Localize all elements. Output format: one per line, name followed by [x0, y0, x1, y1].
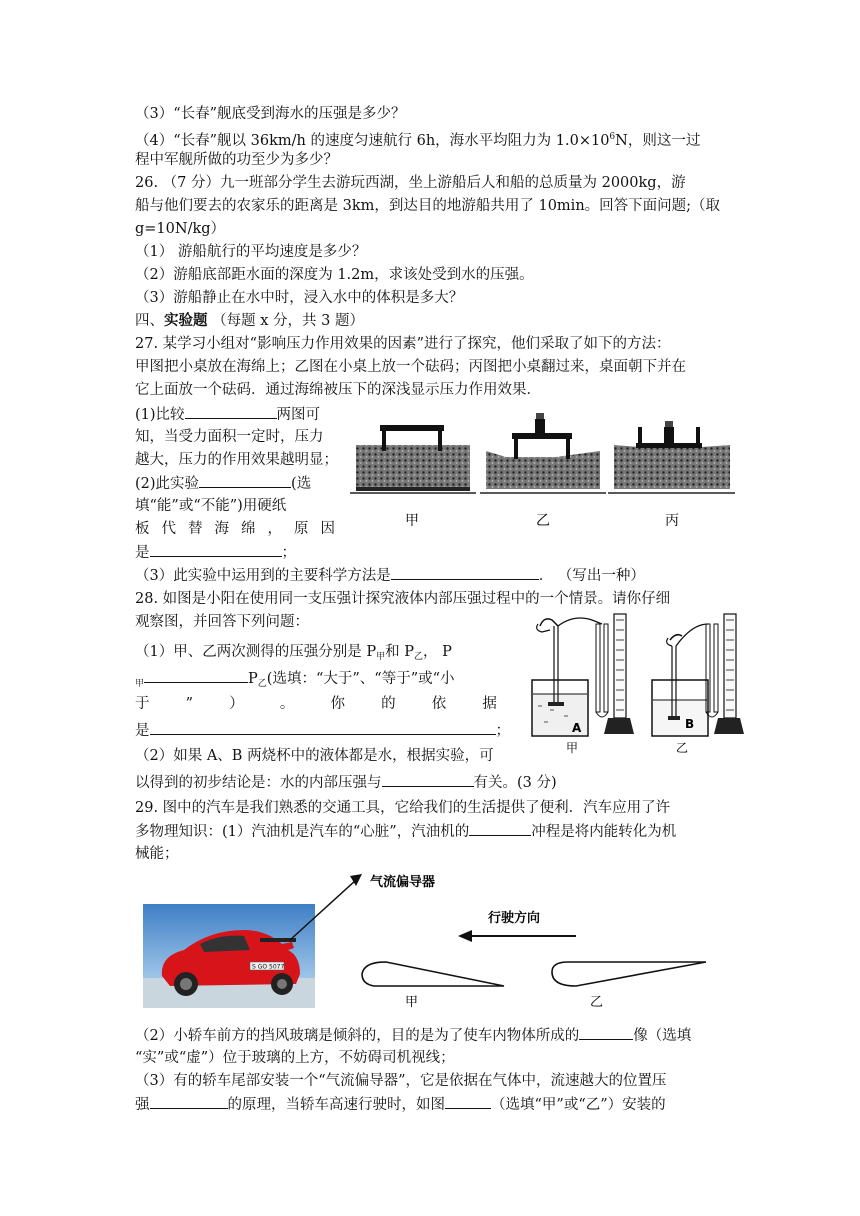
answer-blank[interactable]: [185, 404, 277, 419]
beaker-b-label: B: [685, 717, 695, 731]
q28-a-line-2: $_甲$ $P_乙$(选填：“大于”、“等于”或“小: [135, 668, 455, 694]
q27-stem-2: 甲图把小桌放在海绵上；乙图在小桌上放一个砝码；丙图把小桌翻过来，桌面朝下并在: [135, 359, 686, 375]
figure-label-jia: 甲: [405, 995, 419, 1010]
q29-stem-1: 29. 图中的汽车是我们熟悉的交通工具，它给我们的生活提供了便利．汽车应用了许: [135, 800, 671, 816]
q27-b-line-3: 板 代 替 海 绵 ， 原 因: [135, 521, 335, 537]
q27-b-line-2: 填“能”或“不能”)用硬纸: [135, 498, 287, 514]
answer-blank[interactable]: [150, 1094, 228, 1109]
figure-label-jia: 甲: [405, 513, 419, 529]
gauge-set-jia: [532, 614, 634, 755]
q28-a-line-4: 是 ；: [135, 720, 510, 741]
figure-label-yi: 乙: [536, 513, 550, 529]
beaker-a-label: A: [572, 721, 582, 735]
q29-stem-3: 械能；: [135, 846, 179, 862]
answer-blank[interactable]: [382, 772, 474, 787]
q27-b-line-4: 是 ；: [135, 542, 296, 563]
q26-stem-2: 船与他们要去的农家乐的距离是 3km，到达目的地游船共用了 10min。回答下面问题;（取: [135, 198, 721, 214]
gauge-set-yi: [652, 614, 744, 755]
figure-bing: [608, 421, 735, 529]
q29-sub2-line-1: （2）小轿车前方的挡风玻璃是倾斜的，目的是为了使车内物体所成的 像（选填: [135, 1025, 691, 1046]
q27-a-line-2: 知，当受力面积一定时，压力: [135, 429, 324, 445]
figure-label-bing: 丙: [665, 513, 679, 529]
answer-blank[interactable]: [150, 720, 496, 735]
car-spoiler-figure: [140, 866, 740, 1018]
answer-blank[interactable]: [469, 821, 531, 836]
q26-sub-3: （3）游船静止在水中时，浸入水中的体积是多大？: [135, 290, 464, 306]
q29-sub3-line-1: （3）有的轿车尾部安装一个“气流偏导器”，它是依据在气体中，流速越大的位置压: [135, 1073, 667, 1089]
q28-b-line-1: （2）如果 A、B 两烧杯中的液体都是水，根据实验，可: [135, 748, 494, 764]
car-photo: [143, 904, 315, 1008]
q29-sub3-line-2: 强 的原理，当轿车高速行驶时，如图 （选填“甲”或“乙”）安装的: [135, 1094, 666, 1115]
figure-label-jia: 甲: [566, 741, 579, 755]
q27-a-line-1: (1)比较 两图可: [135, 404, 320, 425]
q27-a-line-3: 越大，压力的作用效果越明显；: [135, 452, 338, 468]
answer-blank[interactable]: [144, 668, 248, 683]
q26-sub-1: （1） 游船航行的平均速度是多少？: [135, 244, 367, 260]
q27-stem-1: 27. 某学习小组对“影响压力作用效果的因素”进行了探究，他们采取了如下的方法：: [135, 336, 671, 352]
section-heading: 四、实验题 （每题 x 分，共 3 题）: [135, 312, 364, 329]
q26-stem-1: 26. （7 分）九一班部分学生去游玩西湖，坐上游船后人和船的总质量为 2000kg，游: [135, 175, 686, 191]
section-title: 实验题: [164, 312, 208, 329]
answer-blank[interactable]: [579, 1025, 633, 1040]
sponge-table-figure: [350, 405, 735, 535]
pressure-gauge-figure: [530, 610, 750, 758]
q25-part4: （4）“长春”舰以 36km/h 的速度匀速航行 6h，海水平均阻力为 $1.0\times 10^6N$，则这一过: [135, 132, 701, 149]
figure-label-yi: 乙: [590, 995, 604, 1010]
q28-b-line-2: 以得到的初步结论是：水的内部压强与 有关。(3 分): [135, 772, 557, 793]
q25-part4-cont: 程中军舰所做的功至少为多少？: [135, 152, 338, 168]
q25-part3: （3）“长春”舰底受到海水的压强是多少？: [135, 106, 406, 122]
figure-label-yi: 乙: [676, 741, 689, 755]
spoiler-label: 气流偏导器: [370, 875, 436, 890]
q27-c-line: （3）此实验中运用到的主要科学方法是 ． （写出一种）: [135, 565, 645, 586]
figure-jia: [350, 425, 476, 529]
q28-a-line-3: 于 ” ） 。 你 的 依 据: [135, 696, 497, 712]
q28-a-line-1: （1）甲、乙两次测得的压强分别是 $P_甲$和 $P_乙$， P: [135, 644, 452, 662]
q29-stem-2: 多物理知识：(1）汽油机是汽车的“心脏”，汽油机的 冲程是将内能转化为机: [135, 821, 676, 842]
q28-stem-2: 观察图，并回答下列问题：: [135, 614, 309, 630]
q29-sub2-line-2: “实”或“虚”）位于玻璃的上方，不妨碍司机视线；: [135, 1050, 455, 1066]
airfoil-jia: [362, 962, 504, 1010]
license-plate: S GO 5077: [252, 963, 285, 971]
figure-yi: [480, 413, 606, 529]
airfoil-yi: [552, 962, 706, 1010]
direction-label: 行驶方向: [488, 911, 541, 926]
q27-stem-3: 它上面放一个砝码．通过海绵被压下的深浅显示压力作用效果．: [135, 382, 541, 398]
q28-stem-1: 28. 如图是小阳在使用同一支压强计探究液体内部压强过程中的一个情景。请你仔细: [135, 591, 671, 607]
q27-b-line-1: (2)此实验 (选: [135, 473, 311, 494]
q26-sub-2: （2）游船底部距水面的深度为 1.2m，求该处受到水的压强。: [135, 267, 534, 283]
answer-blank[interactable]: [391, 565, 539, 580]
answer-blank[interactable]: [150, 542, 282, 557]
answer-blank[interactable]: [199, 473, 291, 488]
answer-blank[interactable]: [445, 1094, 491, 1109]
q26-stem-3: g=10N/kg）: [135, 221, 226, 237]
